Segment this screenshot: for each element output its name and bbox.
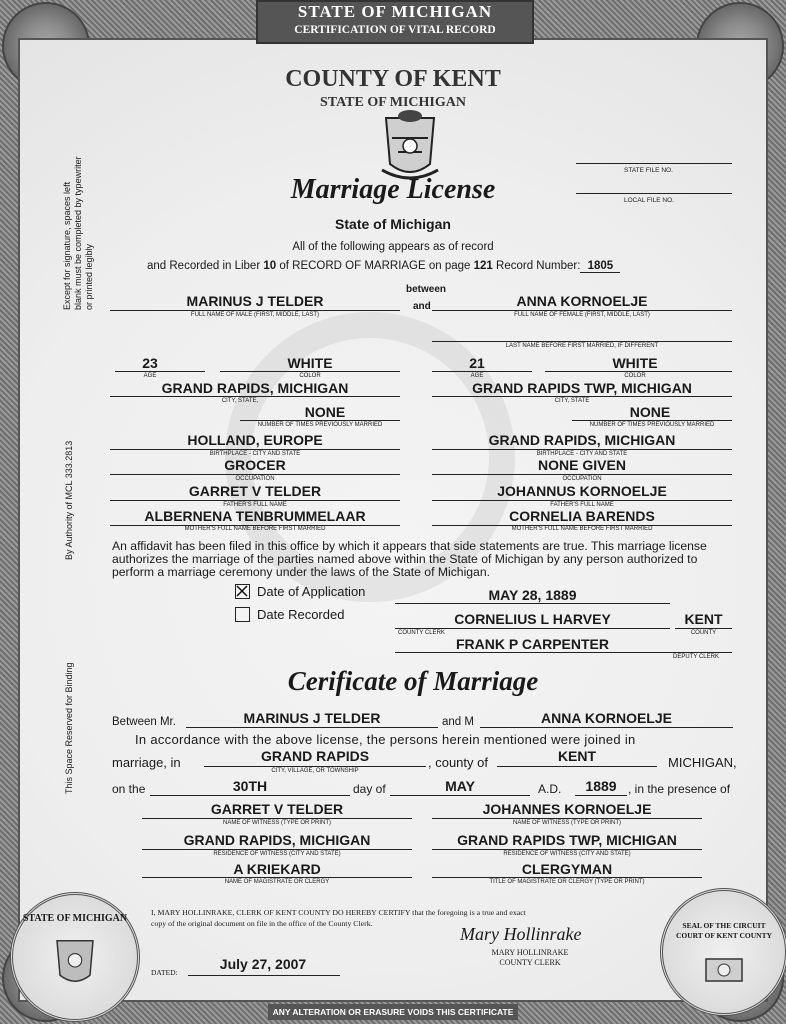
deputy-clerk-name: FRANK P CARPENTER <box>456 636 609 652</box>
county-name: KENT <box>684 611 723 627</box>
age-caption: AGE <box>470 373 484 379</box>
witness-caption: NAME OF WITNESS (TYPE OR PRINT) <box>222 820 331 826</box>
field-line <box>110 500 400 501</box>
witness-caption: NAME OF WITNESS (TYPE OR PRINT) <box>512 820 621 826</box>
witness-1-name: GARRET V TELDER <box>210 801 344 817</box>
mother-caption: MOTHER'S FULL NAME BEFORE FIRST MARRIED <box>184 526 326 532</box>
field-line <box>142 849 412 850</box>
male-name-caption: FULL NAME OF MALE (FIRST, MIDDLE, LAST) <box>190 312 320 318</box>
banner <box>256 0 534 44</box>
county-clerk-name: CORNELIUS L HARVEY <box>454 611 611 627</box>
field-line <box>675 628 732 629</box>
field-line <box>572 420 732 421</box>
occupation-caption: OCCUPATION <box>562 476 602 482</box>
record-text: Record Number: <box>492 260 581 272</box>
state-subtitle: STATE OF MICHIGAN <box>320 95 466 110</box>
county-title: COUNTY OF KENT <box>285 66 501 92</box>
field-line <box>110 449 400 450</box>
field-line <box>390 795 530 796</box>
field-line <box>432 449 732 450</box>
field-line <box>142 818 412 819</box>
and-label: and <box>413 301 431 312</box>
date-application-checkbox <box>235 584 250 599</box>
male-times-married: NONE <box>304 404 346 420</box>
footer-warning: ANY ALTERATION OR ERASURE VOIDS THIS CERTIFICATE <box>268 1004 518 1020</box>
male-city: GRAND RAPIDS, MICHIGAN <box>161 380 349 396</box>
state-file-label: STATE FILE NO. <box>624 167 673 174</box>
between-label: between <box>406 284 447 295</box>
magistrate-title-caption: TITLE OF MAGISTRATE OR CLERGY (TYPE OR PRINT) <box>489 879 645 885</box>
page-number: 121 <box>473 260 493 272</box>
signer-title: COUNTY CLERK <box>499 958 561 967</box>
color-caption: COLOR <box>624 373 646 379</box>
father-caption: FATHER'S FULL NAME <box>223 502 287 508</box>
field-line <box>395 652 732 653</box>
seal-emblem-icon <box>51 933 99 989</box>
certification-line-1: I, MARY HOLLINRAKE, CLERK OF KENT COUNTY DO HEREBY CERTIFY that the foregoing is a true and exact <box>151 908 526 917</box>
record-line-1: All of the following appears as of record <box>292 241 494 253</box>
application-date: MAY 28, 1889 <box>488 587 577 603</box>
field-line <box>432 877 702 878</box>
female-city: GRAND RAPIDS TWP, MICHIGAN <box>472 380 692 396</box>
witness-1-residence: GRAND RAPIDS, MICHIGAN <box>183 832 371 848</box>
field-line <box>115 371 205 372</box>
date-recorded-label: Date Recorded <box>257 607 345 622</box>
marriage-city: GRAND RAPIDS <box>260 748 370 764</box>
field-line <box>395 603 670 604</box>
affidavit-text: An affidavit has been filed in this office by which it appears that side statements are true. This marriage license authorizes the marriage of the parties named above within the State of Michigan by any person authorized to perform a marriage ceremony under the laws of the State of Michigan. <box>112 539 707 579</box>
banner-subtitle: CERTIFICATION OF VITAL RECORD <box>294 24 496 36</box>
record-line-2 <box>147 260 620 273</box>
field-line <box>186 727 438 728</box>
ad-label: A.D. <box>538 782 562 796</box>
county-caption: COUNTY <box>690 630 717 636</box>
and-m-label: and M <box>442 716 474 728</box>
form-title: Marriage License <box>290 174 496 205</box>
female-color: WHITE <box>612 355 658 371</box>
field-line <box>220 371 400 372</box>
between-mr-label: Between Mr. <box>112 716 176 728</box>
field-line <box>110 310 400 311</box>
magistrate-name: A KRIEKARD <box>233 861 321 877</box>
field-line <box>110 474 400 475</box>
birthplace-caption: BIRTHPLACE - CITY AND STATE <box>536 451 628 457</box>
city-caption: CITY, STATE, <box>221 398 259 404</box>
times-married-caption: NUMBER OF TIMES PREVIOUSLY MARRIED <box>257 422 383 428</box>
day-of-label: day of <box>353 782 386 796</box>
city-caption: CITY, STATE <box>554 398 590 404</box>
side-instructions-line: blank must be completed by typewriter <box>73 156 83 310</box>
clerk-signature: Mary Hollinrake <box>460 924 582 944</box>
field-line <box>432 849 702 850</box>
female-age: 21 <box>469 355 485 371</box>
male-father: GARRET V TELDER <box>188 483 322 499</box>
magistrate-title: CLERGYMAN <box>521 861 613 877</box>
age-caption: AGE <box>143 373 157 379</box>
liber-number: 10 <box>263 260 277 272</box>
state-file-line <box>576 163 732 164</box>
county-clerk-caption: COUNTY CLERK <box>398 630 445 636</box>
accordance-text: In accordance with the above license, the persons herein mentioned were joined in <box>135 732 636 747</box>
field-line <box>497 766 657 767</box>
field-line <box>575 795 627 796</box>
male-mother: ALBERNENA TENBRUMMELAAR <box>144 508 366 524</box>
side-authority: By Authority of MCL 333.2813 <box>64 440 74 560</box>
birthplace-caption: BIRTHPLACE - CITY AND STATE <box>209 451 301 457</box>
field-line <box>204 766 426 767</box>
witness-2-residence: GRAND RAPIDS TWP, MICHIGAN <box>457 832 677 848</box>
date-recorded-checkbox <box>235 607 250 622</box>
banner-title: STATE OF MICHIGAN <box>297 2 493 21</box>
dated-label: DATED: <box>151 968 178 977</box>
side-instructions-line: or printed legibly <box>84 243 94 310</box>
female-birthplace: GRAND RAPIDS, MICHIGAN <box>488 432 676 448</box>
field-line <box>240 420 400 421</box>
date-application-label: Date of Application <box>257 584 366 599</box>
marriage-month: MAY <box>445 778 475 794</box>
county-of-label: , county of <box>428 755 488 770</box>
dated-value: July 27, 2007 <box>219 956 307 972</box>
michigan-label: MICHIGAN, <box>668 755 737 770</box>
record-text: of RECORD OF MARRIAGE on page <box>276 260 474 272</box>
signer-name: MARY HOLLINRAKE <box>491 948 569 957</box>
michigan-coat-of-arms-icon <box>378 108 442 182</box>
male-age: 23 <box>142 355 158 371</box>
witness-2-name: JOHANNES KORNOELJE <box>482 801 652 817</box>
field-line <box>432 371 532 372</box>
color-caption: COLOR <box>299 373 321 379</box>
male-birthplace: HOLLAND, EUROPE <box>187 432 323 448</box>
court-seal-text: SEAL OF THE CIRCUIT COURT OF KENT COUNTY <box>675 921 773 940</box>
on-the-label: on the <box>112 782 146 796</box>
marriage-year: 1889 <box>585 778 617 794</box>
residence-caption: RESIDENCE OF WITNESS (CITY AND STATE) <box>503 851 631 857</box>
field-line <box>188 975 340 976</box>
occupation-caption: OCCUPATION <box>235 476 275 482</box>
father-caption: FATHER'S FULL NAME <box>550 502 614 508</box>
record-text: and Recorded in Liber <box>147 260 264 272</box>
female-father: JOHANNUS KORNOELJE <box>497 483 667 499</box>
female-times-married: NONE <box>629 404 671 420</box>
times-married-caption: NUMBER OF TIMES PREVIOUSLY MARRIED <box>589 422 715 428</box>
marriage-county: KENT <box>557 748 597 764</box>
field-line <box>432 818 702 819</box>
x-mark-icon <box>236 585 248 597</box>
field-line <box>432 341 732 342</box>
male-name: MARINUS J TELDER <box>186 293 324 309</box>
side-binding: This Space Reserved for Binding <box>64 662 74 794</box>
field-line <box>432 310 732 311</box>
field-line <box>432 474 732 475</box>
field-line <box>480 727 733 728</box>
state-seal <box>10 892 140 1022</box>
mother-caption: MOTHER'S FULL NAME BEFORE FIRST MARRIED <box>511 526 653 532</box>
last-name-before-caption: LAST NAME BEFORE FIRST MARRIED, IF DIFFERENT <box>505 343 659 349</box>
female-name: ANNA KORNOELJE <box>516 293 648 309</box>
field-line <box>432 500 732 501</box>
side-instructions-line: Except for signature, spaces left <box>62 181 72 310</box>
female-name-caption: FULL NAME OF FEMALE (FIRST, MIDDLE, LAST) <box>514 312 650 318</box>
female-occupation: NONE GIVEN <box>538 457 626 473</box>
certification-line-2: copy of the original document on file in the office of the County Clerk. <box>151 919 373 928</box>
local-file-label: LOCAL FILE NO. <box>624 197 674 204</box>
certificate-title: Cerificate of Marriage <box>287 666 539 696</box>
residence-caption: RESIDENCE OF WITNESS (CITY AND STATE) <box>213 851 341 857</box>
seal-emblem-icon <box>703 953 745 987</box>
presence-label: , in the presence of <box>628 782 731 796</box>
field-line <box>545 371 732 372</box>
magistrate-caption: NAME OF MAGISTRATE OR CLERGY <box>224 879 330 885</box>
state-seal-text: STATE OF MICHIGAN <box>22 913 128 924</box>
groom-name: MARINUS J TELDER <box>243 710 381 726</box>
bride-name: ANNA KORNOELJE <box>541 710 672 726</box>
field-line <box>110 396 400 397</box>
marriage-day: 30TH <box>232 778 268 794</box>
field-line <box>432 396 732 397</box>
field-line <box>395 628 670 629</box>
circuit-court-seal <box>660 888 786 1016</box>
form-subtitle: State of Michigan <box>335 216 451 232</box>
deputy-clerk-caption: DEPUTY CLERK <box>673 654 719 660</box>
record-number: 1805 <box>580 260 620 273</box>
female-mother: CORNELIA BARENDS <box>509 508 655 524</box>
male-color: WHITE <box>287 355 333 371</box>
field-line <box>142 877 412 878</box>
male-occupation: GROCER <box>224 457 286 473</box>
field-line <box>150 795 350 796</box>
city-village-caption: CITY, VILLAGE, OR TOWNSHIP <box>271 768 359 774</box>
marriage-in-label: marriage, in <box>112 755 181 770</box>
